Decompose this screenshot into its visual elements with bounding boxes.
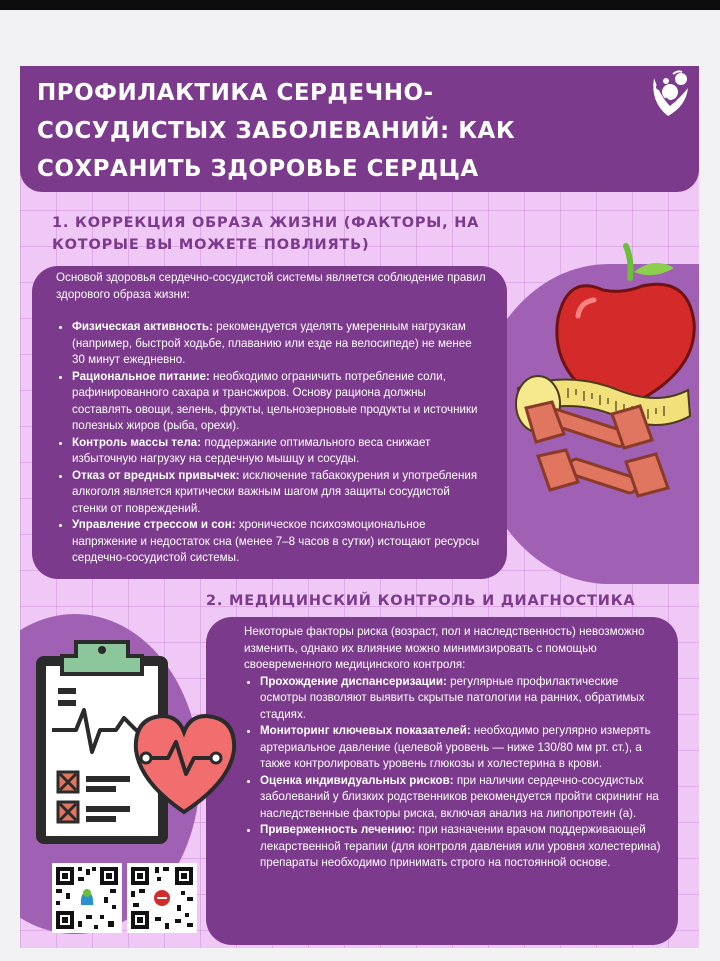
poster [20,66,699,948]
qr-code-icon[interactable] [52,863,122,933]
lifestyle-intro: Основой здоровья сердечно-сосудистой системы является соблюдение правил здорового образа жизни: [56,271,486,301]
list-item-label: Управление стрессом и сон: [72,518,236,531]
list-item-text: рекомендуется уделять умеренным нагрузкам (например, быстрой ходьбе, плаванию или езде на велосипеде) не менее 30 минут ежедневно. [72,320,472,366]
medical-intro: Некоторые факторы риска (возраст, пол и наследственность) невозможно изменить, однако их влияние можно минимизировать с помощью своевременного медицинского контроля: [244,625,645,671]
list-item [72,319,487,369]
apple-dumbbell-tape-illustration [508,238,699,538]
qr-code-icon[interactable] [127,863,197,933]
list-item-label: Приверженность лечению: [260,823,416,836]
medical-list [244,674,664,872]
list-item-text: поддержание оптимального веса снижает избыточную нагрузку на сердечную мышцу и сосуды. [72,435,431,465]
list-item-text: хроническое психоэмоциональное напряжение и недостаток сна (менее 7–8 часов в сутки) истощают ресурсы сердечно-сосудистой системы. [72,518,480,564]
list-item-text: регулярные профилактические осмотры позволяют выявить скрытые патологии на ранних, обратимых стадиях. [260,674,645,721]
list-item-label: Прохождение диспансеризации: [260,674,447,688]
header-banner [20,66,699,192]
clipboard-heart-cardiogram-illustration [32,634,244,848]
list-item [260,773,664,823]
section-title-medical: 2. МЕДИЦИНСКИЙ КОНТРОЛЬ И ДИАГНОСТИКА [206,593,636,609]
top-bar [0,0,720,10]
list-item-label: Рациональное питание: [72,369,210,383]
list-item-text: необходимо ограничить потребление соли, рафинированного сахара и трансжиров. Основу рациона должны составлять овощи, зелень, фрукты, цельнозерновые продукты и источники полезных жиров (рыба, орехи). [72,369,478,432]
list-item [72,468,487,518]
list-item-label: Отказ от вредных привычек: [72,468,240,482]
fruit-logo-icon [646,68,694,120]
list-item-label: Физическая активность: [72,320,213,333]
list-item [260,723,664,773]
list-item-text: необходимо регулярно измерять артериальное давление (целевой уровень — ниже 130/80 мм рт. ст.), а также контролировать уровень глюкозы и холестерина в крови. [260,724,651,770]
lifestyle-list [56,319,487,567]
list-item [260,822,664,872]
list-item-label: Контроль массы тела: [72,435,202,449]
list-item-label: Оценка индивидуальных рисков: [260,773,454,787]
page-title: ПРОФИЛАКТИКА СЕРДЕЧНО-СОСУДИСТЫХ ЗАБОЛЕВАНИЙ: КАК СОХРАНИТЬ ЗДОРОВЬЕ СЕРДЦА [37,80,516,182]
list-item-label: Мониторинг ключевых показателей: [260,724,471,737]
list-item [72,517,487,567]
list-item-text: исключение табакокурения и употребления алкоголя является критически важным шагом для защиты сосудистой стенки от повреждений. [72,468,478,515]
list-item [72,369,487,435]
list-item [260,674,664,724]
medical-box [206,617,678,945]
list-item-text: при назначении врачом поддерживающей лекарственной терапии (для контроля давления или уровня холестерина) препараты необходимо принимать строго на постоянной основе. [260,823,661,869]
list-item-text: при наличии сердечно-сосудистых заболеваний у близких родственников рекомендуется пройти скрининг на наследственные факторы риска, включая анализ на липопротеин (а). [260,773,659,820]
list-item [72,435,487,468]
section-title-lifestyle: 1. КОРРЕКЦИЯ ОБРАЗА ЖИЗНИ (ФАКТОРЫ, НА КОТОРЫЕ ВЫ МОЖЕТЕ ПОВЛИЯТЬ) [52,215,480,253]
lifestyle-box [32,266,507,579]
